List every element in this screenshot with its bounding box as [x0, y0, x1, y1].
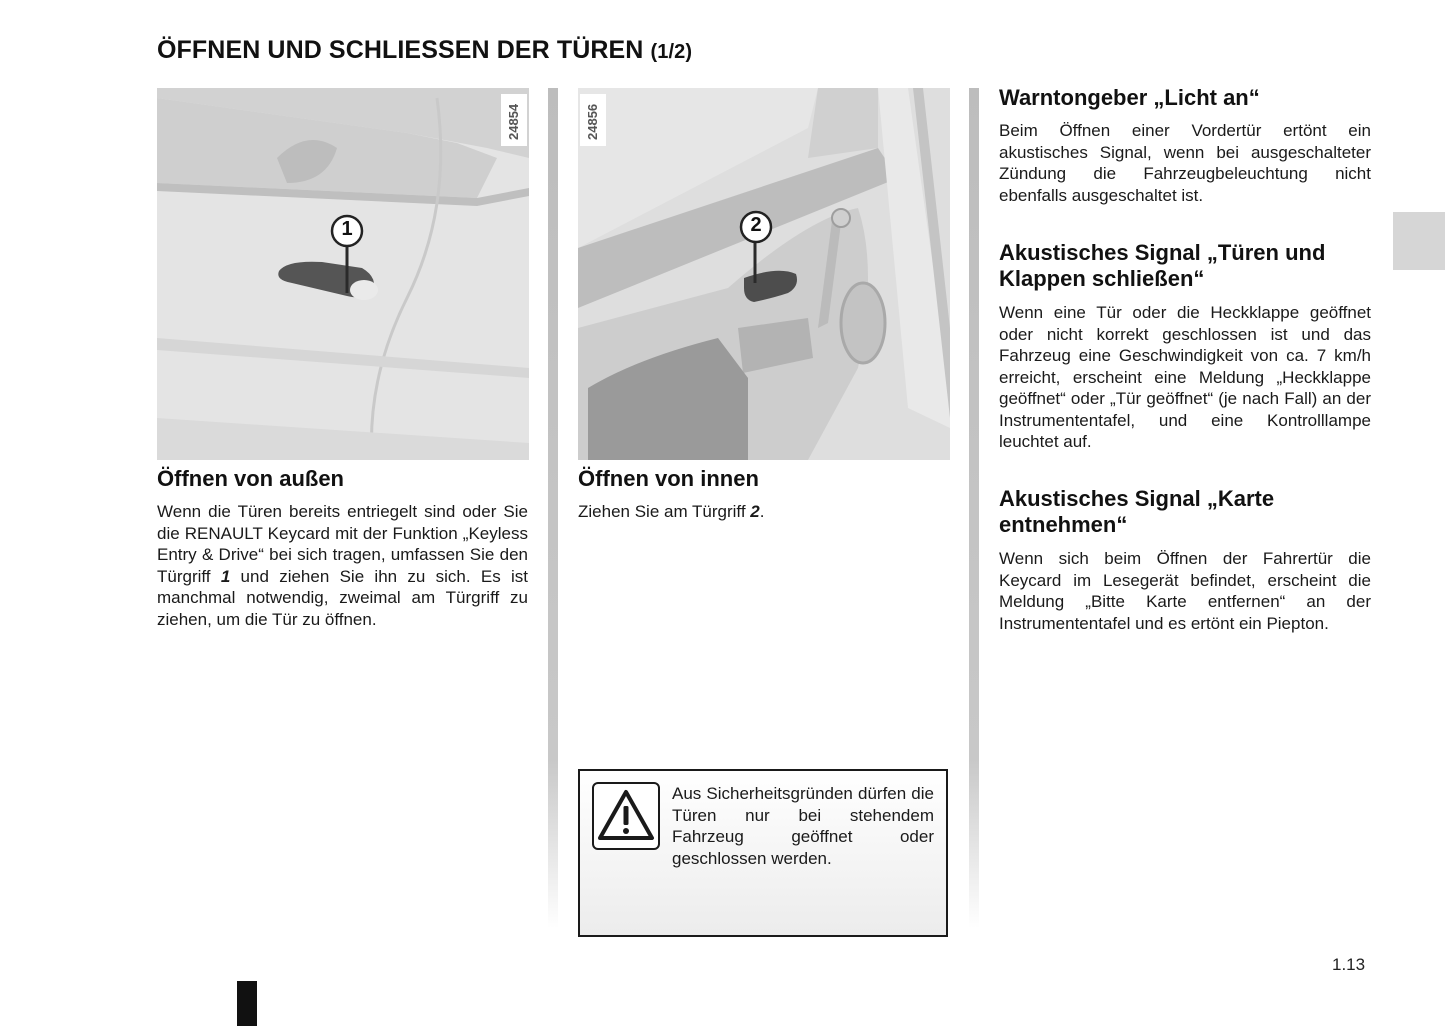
- paragraph-text: und ziehen Sie ihn zu sich. Es ist manchmal notwendig, zweimal am Türgriff zu ziehen, um die Tür zu öffnen.: [157, 566, 528, 629]
- paragraph-text: .: [759, 502, 765, 521]
- paragraph-text: Wenn die Türen bereits entriegelt sind oder Sie die RENAULT Keycard mit der Funktion „Keyless Entry & Drive“ bei sich tragen, umfassen Sie den Türgriff: [157, 502, 528, 586]
- heading-doors-close-signal: Akustisches Signal „Türen und Klappen schließen“: [999, 240, 1326, 291]
- figure-outside-door-handle: [157, 88, 529, 460]
- column-rule-right: [969, 88, 979, 928]
- reference-number-1: 1: [220, 566, 231, 586]
- warning-triangle-icon: [594, 784, 658, 848]
- reference-number-2: 2: [750, 502, 760, 521]
- paragraph-text: Ziehen Sie am Türgriff: [578, 502, 751, 521]
- page-title-suffix: (1/2): [650, 41, 693, 63]
- heading-lights-on-warning: Warntongeber „Licht an“: [999, 85, 1260, 110]
- print-corner-mark: [237, 981, 257, 1026]
- callout-1-label: 1: [341, 218, 353, 240]
- paragraph-remove-card-signal: Wenn sich beim Öffnen der Fahrertür die Keycard im Lesegerät befindet, erscheint die Meldung „Bitte Karte entfernen“ an der Instrumententafel und es ertönt ein Piepton.: [999, 549, 1371, 633]
- paragraph-opening-from-outside: [157, 501, 528, 630]
- inside-door-illustration: [578, 88, 950, 460]
- chapter-thumb-tab: [1393, 212, 1445, 270]
- paragraph-opening-from-inside: [578, 501, 949, 523]
- page-number: 1.13: [1332, 955, 1366, 974]
- heading-opening-from-inside: Öffnen von innen: [578, 466, 759, 491]
- figure-number: 24856: [585, 103, 600, 140]
- page-title-text: ÖFFNEN UND SCHLIESSEN DER TÜREN: [157, 36, 644, 64]
- column-rule-left: [548, 88, 558, 928]
- figure-inside-door-handle: [578, 88, 950, 460]
- safety-warning-box: [578, 769, 948, 937]
- warning-icon-frame: [592, 782, 660, 850]
- heading-opening-from-outside: Öffnen von außen: [157, 466, 344, 491]
- outside-door-illustration: [157, 88, 529, 460]
- paragraph-doors-close-signal: Wenn eine Tür oder die Heckklappe geöffnet oder nicht korrekt geschlossen ist und das Fahrzeug eine Geschwindigkeit von ca. 7 km/h erreicht, erscheint eine Meldung „Heckklappe geöffnet“ oder „Tür geöffnet“ (je nach Fall) an der Instrumententafel, und eine Kontrolllampe leuchtet auf.: [999, 303, 1371, 451]
- page-title: [157, 36, 692, 65]
- heading-remove-card-signal: Akustisches Signal „Karte entnehmen“: [999, 486, 1275, 537]
- warning-text: Aus Sicherheitsgründen dürfen die Türen nur bei stehendem Fahrzeug geöffnet oder geschlossen werden.: [672, 784, 934, 868]
- paragraph-lights-on-warning: Beim Öffnen einer Vordertür ertönt ein akustisches Signal, wenn bei ausgeschalteter Zündung die Fahrzeugbeleuchtung nicht ebenfalls ausgeschaltet ist.: [999, 121, 1371, 205]
- callout-2-label: 2: [750, 214, 762, 236]
- figure-number: 24854: [506, 103, 521, 140]
